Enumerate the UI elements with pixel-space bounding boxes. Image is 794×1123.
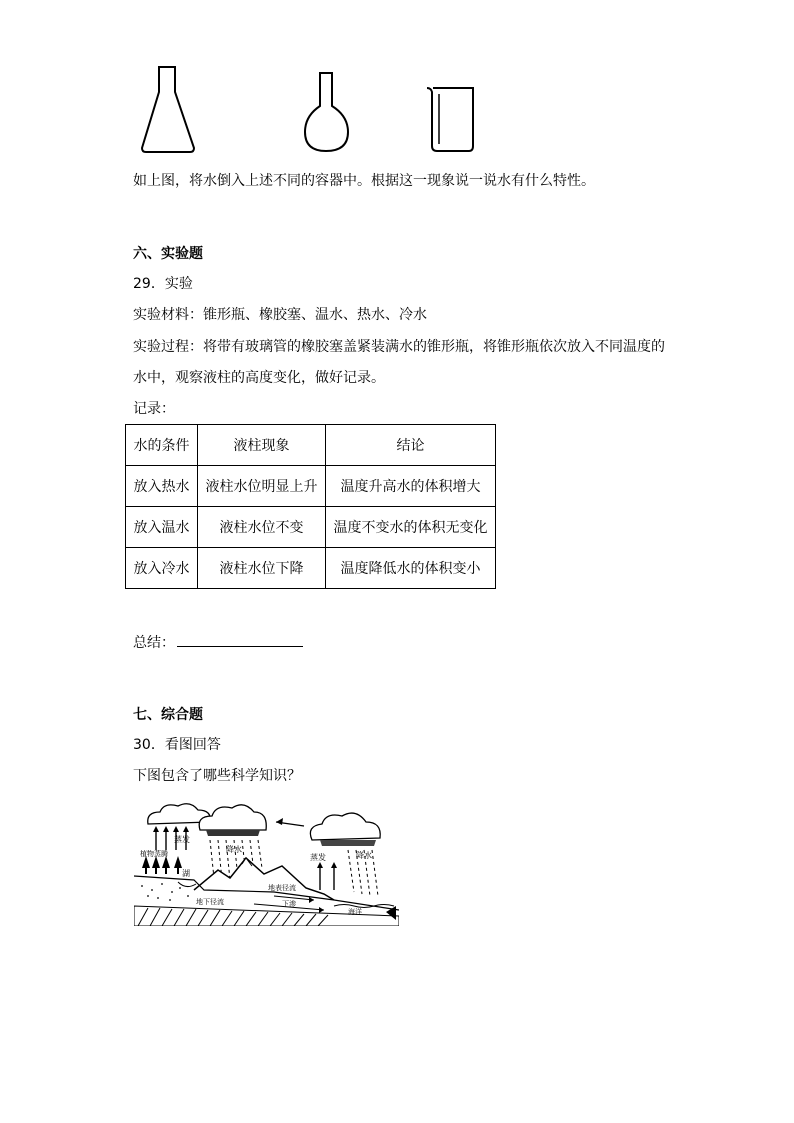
question-29-number: 29．实验 <box>133 276 193 292</box>
experiment-materials: 实验材料：锥形瓶、橡胶塞、温水、热水、冷水 <box>133 307 427 323</box>
table-row <box>126 466 496 507</box>
containers-question-text: 如上图，将水倒入上述不同的容器中。根据这一现象说一说水有什么特性。 <box>133 173 595 189</box>
question-30-prompt: 下图包含了哪些科学知识？ <box>133 768 301 784</box>
table-header-cell: 水的条件 <box>126 425 198 466</box>
experiment-process-line1: 实验过程：将带有玻璃管的橡胶塞盖紧装满水的锥形瓶，将锥形瓶依次放入不同温度的 <box>133 339 665 355</box>
diagram-label-precipitation-ocean: 降水 <box>356 851 372 860</box>
question-30-number: 30．看图回答 <box>133 737 221 753</box>
cloud-middle-icon <box>199 805 266 836</box>
experiment-process-line2: 水中，观察液柱的高度变化，做好记录。 <box>133 370 385 386</box>
table-header-cell: 液柱现象 <box>198 425 326 466</box>
table-cell: 液柱水位不变 <box>198 507 326 548</box>
table-row <box>126 507 496 548</box>
diagram-label-surface-runoff: 地表径流 <box>268 884 296 892</box>
diagram-label-transpiration: 植物蒸腾 <box>140 850 168 858</box>
round-flask-icon <box>302 70 352 154</box>
table-cell: 放入热水 <box>126 466 198 507</box>
summary-answer-blank[interactable] <box>177 632 303 647</box>
section-heading-comprehensive: 七、综合题 <box>133 707 203 723</box>
table-cell: 温度降低水的体积变小 <box>326 548 496 589</box>
table-cell: 液柱水位下降 <box>198 548 326 589</box>
cloud-right-icon <box>310 813 380 846</box>
diagram-label-ocean: 海洋 <box>348 908 362 916</box>
table-cell: 温度升高水的体积增大 <box>326 466 496 507</box>
table-cell: 温度不变水的体积无变化 <box>326 507 496 548</box>
diagram-label-evaporation-ocean: 蒸发 <box>310 853 326 862</box>
table-header-row <box>126 425 496 466</box>
record-label: 记录： <box>133 401 175 417</box>
diagram-label-evaporation: 蒸发 <box>174 835 190 844</box>
table-cell: 液柱水位明显上升 <box>198 466 326 507</box>
table-header-cell: 结论 <box>326 425 496 466</box>
diagram-label-groundwater: 地下径流 <box>196 898 224 906</box>
water-cycle-diagram <box>134 800 399 926</box>
diagram-label-lake: 湖 <box>182 869 190 878</box>
record-table <box>125 424 496 589</box>
diagram-label-infiltration: 下渗 <box>282 900 296 908</box>
summary-label: 总结： <box>133 635 175 651</box>
section-heading-experiment: 六、实验题 <box>133 246 203 262</box>
beaker-icon <box>425 84 477 154</box>
diagram-label-precipitation: 降水 <box>226 845 242 854</box>
summary-row <box>133 632 303 653</box>
table-cell: 放入温水 <box>126 507 198 548</box>
table-cell: 放入冷水 <box>126 548 198 589</box>
conical-flask-icon <box>140 64 196 154</box>
table-row <box>126 548 496 589</box>
